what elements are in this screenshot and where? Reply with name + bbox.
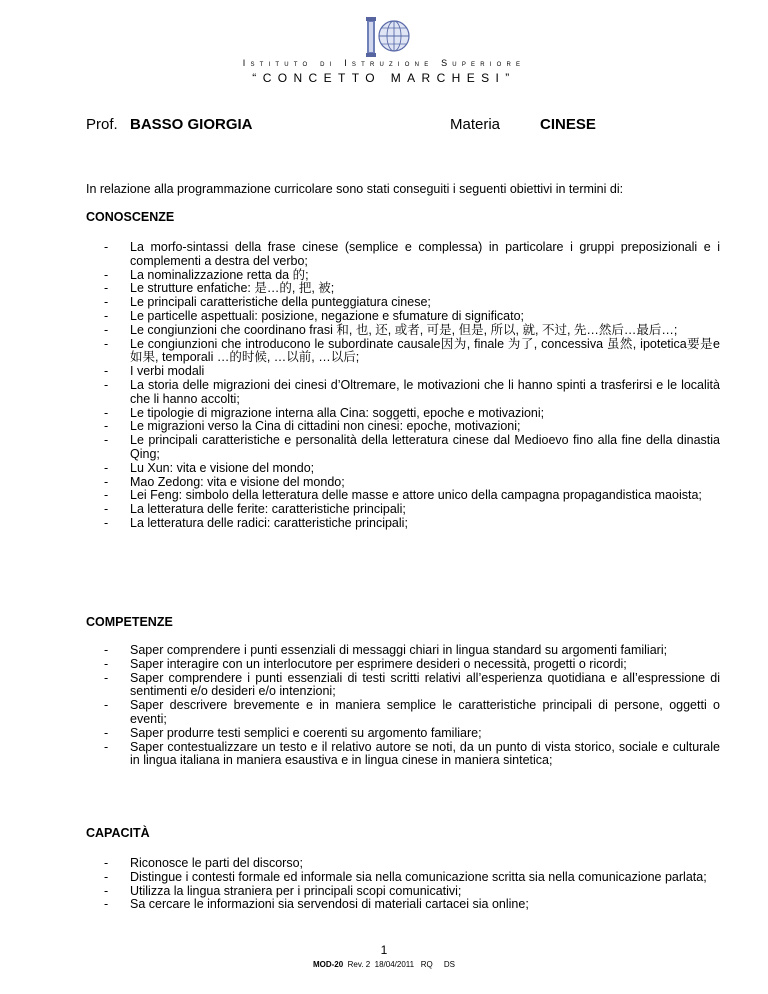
list-item: - Le congiunzioni che coordinano frasi 和, 也, 还, 或者, 可是, 但是, 所以, 就, 不过, 先…然后…最后…; bbox=[86, 324, 720, 338]
list-item: - La nominalizzazione retta da 的; bbox=[86, 269, 720, 283]
list-item: - Le principali caratteristiche e personalità della letteratura cinese dal Medioevo fino alla fine della dinastia Qing; bbox=[86, 434, 720, 462]
list-item: - Le particelle aspettuali: posizione, negazione e sfumature di significato; bbox=[86, 310, 720, 324]
list-item: - Mao Zedong: vita e visione del mondo; bbox=[86, 476, 720, 490]
doc-ds: DS bbox=[443, 960, 456, 969]
section-title-competenze: COMPETENZE bbox=[86, 615, 173, 629]
doc-code: MOD-20 bbox=[312, 960, 344, 969]
intro-text: In relazione alla programmazione curricolare sono stati conseguiti i seguenti obiettivi in termini di: bbox=[86, 182, 624, 196]
document-footer bbox=[0, 960, 768, 969]
list-item: - Utilizza la lingua straniera per i principali scopi comunicativi; bbox=[86, 885, 720, 899]
list-item: - Saper contestualizzare un testo e il relativo autore se noti, da un punto di vista storico, sociale e culturale in lingua italiana in maniera esaustiva e in lingua cinese in maniera sintetica; bbox=[86, 741, 720, 769]
list-item: - Saper interagire con un interlocutore per esprimere desideri o necessità, progetti o ricordi; bbox=[86, 658, 720, 672]
list-item: - Lei Feng: simbolo della letteratura delle masse e attore unico della campagna propagandistica maoista; bbox=[86, 489, 720, 503]
list-item: - Le migrazioni verso la Cina di cittadini non cinesi: epoche, motivazioni; bbox=[86, 420, 720, 434]
list-item: - Le strutture enfatiche: 是…的, 把, 被; bbox=[86, 282, 720, 296]
materia-label: Materia bbox=[450, 116, 501, 133]
materia-value: CINESE bbox=[540, 116, 596, 133]
list-item: - Riconosce le parti del discorso; bbox=[86, 857, 720, 871]
prof-prefix: Prof. bbox=[86, 116, 118, 133]
list-item: - Saper comprendere i punti essenziali di testi scritti relativi all’esperienza quotidiana e all’espressione di sentimenti e/o desideri e/o intenzioni; bbox=[86, 672, 720, 700]
page-number: 1 bbox=[380, 943, 388, 957]
list-capacita bbox=[86, 857, 720, 912]
list-item: - Saper comprendere i punti essenziali di messaggi chiari in lingua standard su argomenti familiari; bbox=[86, 644, 720, 658]
section-title-conoscenze: CONOSCENZE bbox=[86, 210, 175, 224]
doc-rq: RQ bbox=[420, 960, 433, 969]
doc-date: 18/04/2011 bbox=[374, 960, 415, 969]
list-item: - La storia delle migrazioni dei cinesi d’Oltremare, le motivazioni che li hanno spinti a trasferirsi e le località che li hanno accolti; bbox=[86, 379, 720, 407]
list-item: - La morfo-sintassi della frase cinese (semplice e complessa) in particolare i gruppi preposizionali e i complementi a destra del verbo; bbox=[86, 241, 720, 269]
institute-name: Istituto di Istruzione Superiore bbox=[242, 58, 526, 68]
list-item: - Le principali caratteristiche della punteggiatura cinese; bbox=[86, 296, 720, 310]
list-item: - I verbi modali bbox=[86, 365, 720, 379]
list-item: - La letteratura delle radici: caratteristiche principali; bbox=[86, 517, 720, 531]
institute-subtitle: “CONCETTO MARCHESI” bbox=[252, 71, 516, 85]
doc-revision: Rev. 2 bbox=[347, 960, 371, 969]
institute-logo-icon bbox=[366, 14, 412, 58]
list-item: - Le tipologie di migrazione interna alla Cina: soggetti, epoche e motivazioni; bbox=[86, 407, 720, 421]
list-item: - Saper produrre testi semplici e coerenti su argomento familiare; bbox=[86, 727, 720, 741]
list-item: - Distingue i contesti formale ed informale sia nella comunicazione scritta sia nella comunicazione parlata; bbox=[86, 871, 720, 885]
prof-name: BASSO GIORGIA bbox=[130, 116, 253, 133]
list-conoscenze bbox=[86, 241, 720, 531]
list-item: - La letteratura delle ferite: caratteristiche principali; bbox=[86, 503, 720, 517]
list-item: - Le congiunzioni che introducono le subordinate causale因为, finale 为了, concessiva 虽然, ipotetica要是e 如果, temporali …的时候, …以前, …以后; bbox=[86, 338, 720, 366]
list-item: - Saper descrivere brevemente e in maniera semplice le caratteristiche principali di persone, oggetti o eventi; bbox=[86, 699, 720, 727]
list-item: - Lu Xun: vita e visione del mondo; bbox=[86, 462, 720, 476]
list-item: - Sa cercare le informazioni sia servendosi di materiali cartacei sia online; bbox=[86, 898, 720, 912]
section-title-capacita: CAPACITÀ bbox=[86, 826, 150, 840]
list-competenze bbox=[86, 644, 720, 768]
